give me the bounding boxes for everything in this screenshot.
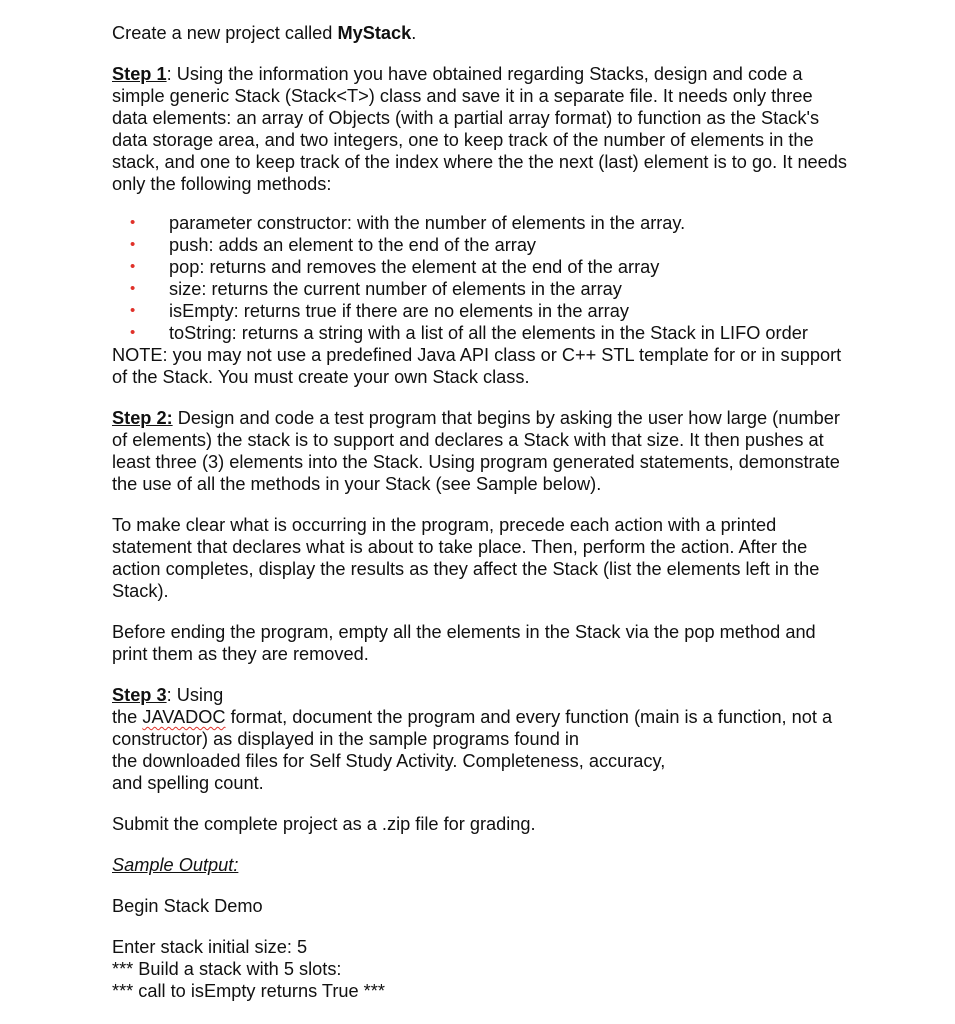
document-body	[112, 22, 852, 1002]
step1-paragraph	[112, 63, 852, 195]
step2-paragraph	[112, 407, 852, 495]
sample-line: Enter stack initial size: 5	[112, 937, 308, 957]
list-item: • isEmpty: returns true if there are no elements in the array	[130, 301, 629, 321]
sample-output-block	[112, 936, 852, 1002]
javadoc-misspelled-word[interactable]: JAVADOC	[142, 707, 226, 727]
list-item: • push: adds an element to the end of the array	[130, 235, 537, 255]
step3-heading: Step 3	[112, 685, 167, 705]
step1-text: : Using the information you have obtained regarding Stacks, design and code a simple generic Stack (Stack<T>) class and save it in a separate file. It needs only three data elements: an array of Objects (with a partial array format) to function as the Stack's data storage area, and two integers, one to keep track of the number of elements in the stack, and one to keep track of the index where the the next (last) element is to go. It needs only the following methods:	[112, 64, 847, 194]
step2-paragraph-3: Before ending the program, empty all the elements in the Stack via the pop method and print them as they are removed.	[112, 622, 816, 664]
step2-text: Design and code a test program that begins by asking the user how large (number of elements) the stack is to support and declares a Stack with that size. It then pushes at least three (3) elements into the Stack. Using program generated statements, demonstrate the use of all the methods in your Stack (see Sample below).	[112, 408, 840, 494]
list-item: • parameter constructor: with the number of elements in the array.	[130, 213, 686, 233]
list-item: • size: returns the current number of elements in the array	[130, 279, 622, 299]
sample-line: *** call to isEmpty returns True ***	[112, 981, 385, 1001]
sample-line: *** Build a stack with 5 slots:	[112, 959, 342, 979]
bullet-icon: •	[130, 280, 136, 297]
bullet-icon: •	[130, 302, 136, 319]
list-item: • pop: returns and removes the element at the end of the array	[130, 257, 660, 277]
methods-list	[112, 212, 852, 344]
bullet-icon: •	[130, 258, 136, 275]
submit-paragraph: Submit the complete project as a .zip file for grading.	[112, 814, 536, 834]
step2-heading: Step 2:	[112, 408, 173, 428]
step1-note: NOTE: you may not use a predefined Java API class or C++ STL template for or in support of the Stack. You must create your own Stack class.	[112, 345, 842, 387]
intro-suffix: .	[411, 23, 417, 43]
step3-paragraph: Step 3: Using the JAVADOC format, document the program and every function (main is a function, not a constructor) as displayed in the sample programs found in the downloaded files for Self Study Activity. Completeness, accuracy, and spelling count.	[112, 685, 833, 793]
intro-paragraph	[112, 22, 852, 44]
intro-prefix: Create a new project called	[112, 23, 338, 43]
bullet-icon: •	[130, 236, 136, 253]
project-name: MyStack	[337, 23, 412, 43]
sample-begin: Begin Stack Demo	[112, 896, 263, 916]
step2-paragraph-2: To make clear what is occurring in the program, precede each action with a printed statement that declares what is about to take place. Then, perform the action. After the action completes, display the results as they affect the Stack (list the elements left in the Stack).	[112, 515, 820, 601]
list-item: • toString: returns a string with a list of all the elements in the Stack in LIFO order	[130, 323, 808, 343]
sample-heading: Sample Output:	[112, 855, 239, 875]
bullet-icon: •	[130, 214, 136, 231]
bullet-icon: •	[130, 324, 136, 341]
step1-heading: Step 1	[112, 64, 167, 84]
